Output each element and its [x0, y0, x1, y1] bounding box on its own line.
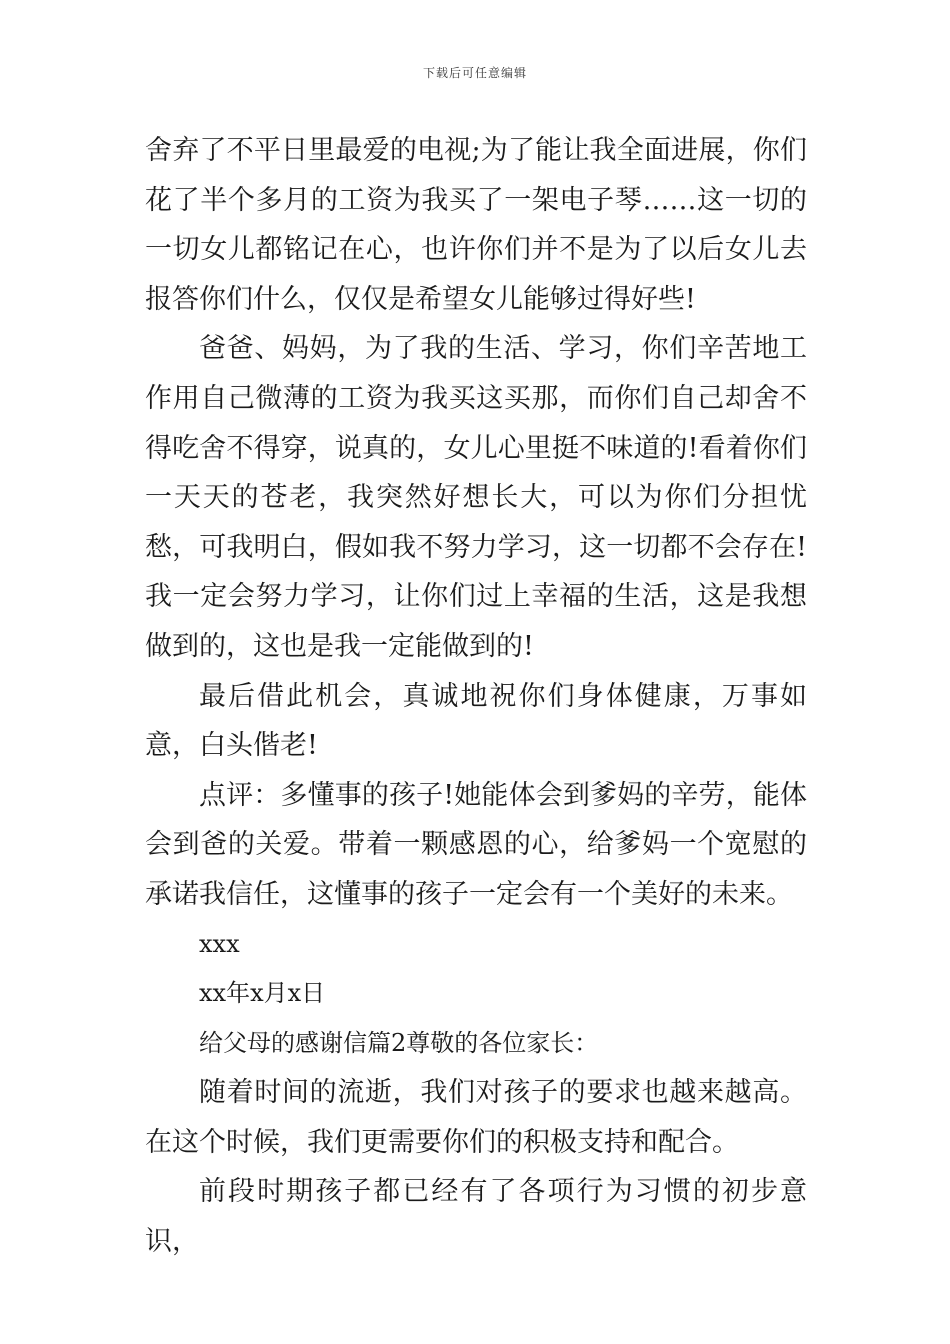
paragraph-parents: 爸爸、妈妈，为了我的生活、学习，你们辛苦地工作用自己微薄的工资为我买这买那，而你们自己却舍不得吃舍不得穿，说真的，女儿心里挺不味道的!看着你们一天天的苍老，我突然好想长大，可以为你们分担忧愁，可我明白，假如我不努力学习，这一切都不会存在!我一定会努力学习，让你们过上幸福的生活，这是我想做到的，这也是我一定能做到的! — [145, 333, 807, 662]
document-body — [145, 126, 807, 1267]
signature-name: xxx — [199, 929, 240, 958]
paragraph-continuation: 舍弃了不平日里最爱的电视;为了能让我全面进展，你们花了半个多月的工资为我买了一架电子琴……这一切的一切女儿都铭记在心，也许你们并不是为了以后女儿去报答你们什么，仅仅是希望女儿能够过得好些! — [145, 135, 807, 315]
signature-date: xx年x月x日 — [199, 979, 326, 1008]
page-header: 下载后可任意编辑 — [422, 66, 527, 80]
letter-title-2: 给父母的感谢信篇2尊敬的各位家长： — [199, 1028, 599, 1057]
paragraph-wishes: 最后借此机会，真诚地祝你们身体健康，万事如意，白头偕老! — [145, 680, 807, 762]
paragraph-comment: 点评：多懂事的孩子!她能体会到爹妈的辛劳，能体会到爸的关爱。带着一颗感恩的心，给爹妈一个宽慰的承诺我信任，这懂事的孩子一定会有一个美好的未来。 — [145, 779, 807, 910]
paragraph-habits: 前段时期孩子都已经有了各项行为习惯的初步意识， — [145, 1176, 807, 1258]
paragraph-time: 随着时间的流逝，我们对孩子的要求也越来越高。在这个时候，我们更需要你们的积极支持和配合。 — [145, 1077, 807, 1158]
